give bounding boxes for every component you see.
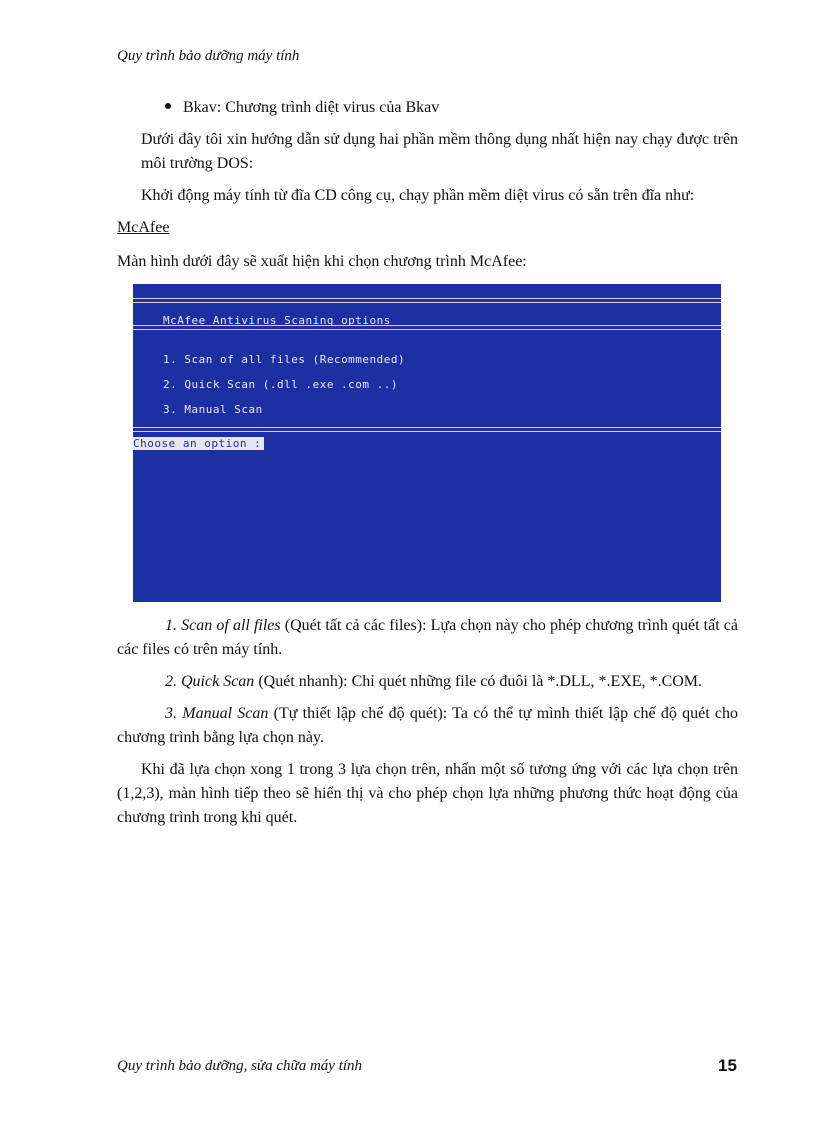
boot-paragraph: Khởi động máy tính từ đĩa CD công cụ, chạy phần mềm diệt virus có sẵn trên đĩa như: [141, 187, 695, 204]
dos-title: McAfee Antivirus Scaning options [163, 314, 391, 327]
intro-paragraph: Dưới đây tôi xin hướng dẫn sử dụng hai phần mềm thông dụng nhất hiện nay chạy được trên môi trường DOS: [141, 131, 738, 172]
bullet-text: Bkav: Chương trình diệt virus của Bkav [183, 99, 440, 116]
option-text-3: (Tự thiết lập chế độ quét): Ta có thể tự mình thiết lập chế độ quét cho chương trình bằng lựa chọn này. [117, 705, 738, 746]
option-term-3: 3. Manual Scan [165, 705, 269, 722]
bullet-item [165, 96, 738, 120]
dos-option-2: 2. Quick Scan (.dll .exe .com ..) [163, 378, 399, 391]
dos-screenshot [133, 284, 721, 602]
dos-option-3: 3. Manual Scan [163, 403, 263, 416]
bullet-dot-icon [165, 103, 171, 109]
dos-title-rule [133, 325, 721, 330]
dos-option-1: 1. Scan of all files (Recommended) [163, 353, 406, 366]
screen-intro-paragraph: Màn hình dưới đây sẽ xuất hiện khi chọn chương trình McAfee: [117, 253, 527, 270]
option-desc-1 [117, 614, 738, 662]
dos-prompt: Choose an option : [133, 437, 264, 450]
option-text-2: (Quét nhanh): Chỉ quét những file có đuôi là *.DLL, *.EXE, *.COM. [254, 673, 703, 690]
option-text-1: (Quét tất cả các files): Lựa chọn này cho phép chương trình quét tất cả các files có trên máy tính. [117, 617, 738, 658]
page-header: Quy trình bảo dưỡng máy tính [117, 48, 300, 64]
page-number: 15 [718, 1056, 737, 1075]
option-term-1: 1. Scan of all files [165, 617, 281, 634]
page-footer: Quy trình bảo dưỡng, sửa chữa máy tính [117, 1058, 363, 1074]
page-content [117, 96, 738, 838]
option-desc-3 [117, 702, 738, 750]
dos-bottom-rule [133, 427, 721, 432]
closing-paragraph: Khi đã lựa chọn xong 1 trong 3 lựa chọn trên, nhấn một số tương ứng với các lựa chọn trên (1,2,3), màn hình tiếp theo sẽ hiển thị và cho phép chọn lựa những phương thức hoạt động của chương trình trong khi quét. [117, 761, 738, 826]
option-term-2: 2. Quick Scan [165, 673, 255, 690]
dos-top-rule [133, 298, 721, 303]
option-desc-2 [117, 670, 738, 694]
section-heading: McAfee [117, 219, 170, 236]
